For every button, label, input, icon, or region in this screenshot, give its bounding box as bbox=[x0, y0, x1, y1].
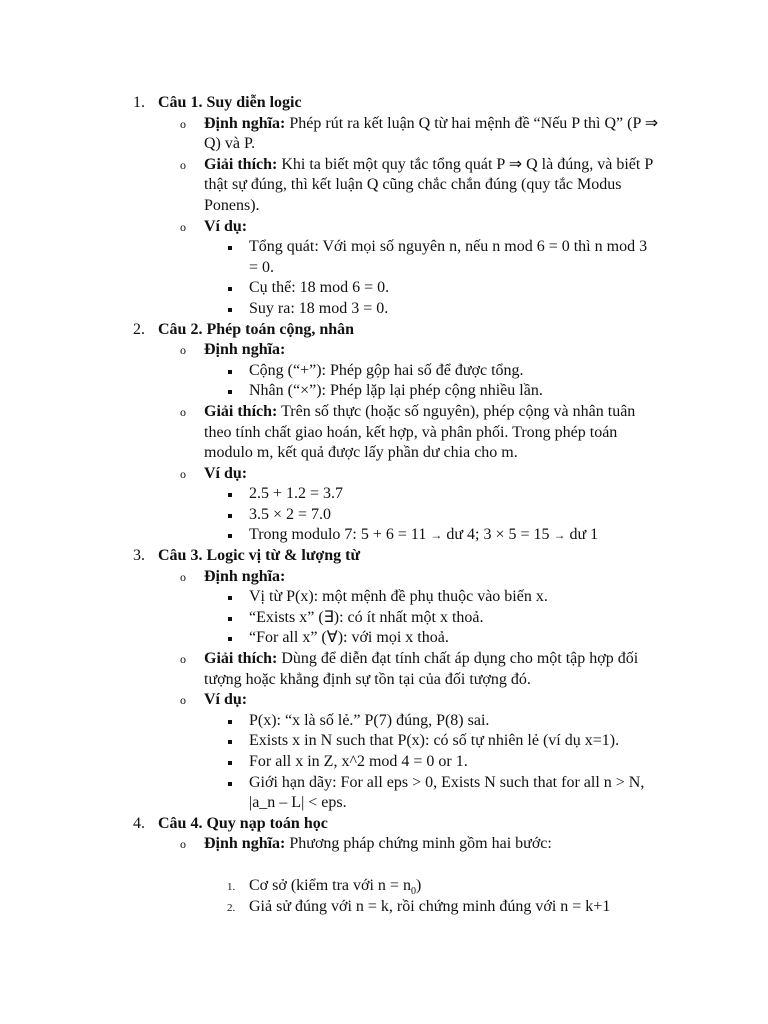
list-item bbox=[0, 505, 659, 526]
explanation-item bbox=[0, 155, 666, 217]
section-title: Câu 4. Quy nạp toán học bbox=[158, 814, 328, 832]
list-item bbox=[0, 628, 659, 649]
square-bullet-icon bbox=[228, 637, 232, 641]
list-item bbox=[0, 711, 659, 732]
example-text: Trong modulo 7: 5 + 6 = 11 bbox=[249, 526, 431, 544]
document-page bbox=[0, 93, 768, 917]
section-number: 4. bbox=[133, 814, 145, 832]
numbered-step bbox=[0, 876, 669, 897]
square-bullet-icon bbox=[228, 246, 232, 250]
explanation-text: Trên số thực (hoặc số nguyên), phép cộng và nhân tuân theo tính chất giao hoán, kết hợp, và phân phối. Trong phép toán modulo m, kết quả được lấy phần dư chia cho m. bbox=[204, 402, 636, 462]
circle-bullet-icon: o bbox=[180, 404, 186, 419]
definition-item bbox=[0, 567, 666, 588]
section-2-heading bbox=[0, 320, 668, 341]
circle-bullet-icon: o bbox=[180, 219, 186, 234]
definition-label: Định nghĩa: bbox=[204, 567, 286, 585]
list-item bbox=[0, 752, 659, 773]
definition-text: “For all x” (∀): với mọi x thoả. bbox=[249, 629, 449, 647]
definition-item bbox=[0, 114, 666, 155]
definition-item bbox=[0, 834, 666, 855]
list-item bbox=[0, 299, 659, 320]
example-item bbox=[0, 464, 666, 485]
example-label: Ví dụ: bbox=[204, 464, 248, 482]
definition-text: Phương pháp chứng minh gồm hai bước: bbox=[289, 835, 552, 853]
example-text: dư 1 bbox=[565, 526, 599, 544]
square-bullet-icon bbox=[228, 720, 232, 724]
list-item bbox=[0, 525, 659, 546]
square-bullet-icon bbox=[228, 761, 232, 765]
circle-bullet-icon: o bbox=[180, 837, 186, 852]
definition-item bbox=[0, 340, 666, 361]
step-number: 1. bbox=[227, 880, 236, 893]
spacer bbox=[0, 855, 768, 876]
circle-bullet-icon: o bbox=[180, 466, 186, 481]
circle-bullet-icon: o bbox=[180, 343, 186, 358]
circle-bullet-icon: o bbox=[180, 569, 186, 584]
example-text: P(x): “x là số lẻ.” P(7) đúng, P(8) sai. bbox=[249, 711, 490, 729]
example-item bbox=[0, 217, 666, 238]
example-text: Suy ra: 18 mod 3 = 0. bbox=[249, 299, 389, 317]
example-text: 3.5 × 2 = 7.0 bbox=[249, 505, 332, 523]
example-item bbox=[0, 690, 666, 711]
example-text: Cụ thể: 18 mod 6 = 0. bbox=[249, 279, 390, 297]
example-text: For all x in Z, x^2 mod 4 = 0 or 1. bbox=[249, 753, 468, 770]
explanation-item bbox=[0, 402, 666, 464]
explanation-label: Giải thích: bbox=[204, 650, 278, 668]
section-title: Câu 2. Phép toán cộng, nhân bbox=[158, 320, 355, 338]
section-number: 1. bbox=[133, 94, 145, 111]
list-item bbox=[0, 608, 659, 629]
list-item bbox=[0, 587, 659, 608]
section-4-heading bbox=[0, 814, 668, 835]
explanation-label: Giải thích: bbox=[204, 402, 278, 420]
square-bullet-icon bbox=[228, 740, 232, 744]
definition-text: Phép rút ra kết luận Q từ hai mệnh đề “Nếu P thì Q” (P ⇒ Q) và P. bbox=[204, 114, 659, 153]
example-text: Tổng quát: Với mọi số nguyên n, nếu n mod 6 = 0 thì n mod 3 = 0. bbox=[249, 238, 648, 276]
step-text: Cơ sở (kiểm tra với n = n bbox=[249, 876, 411, 894]
subscript: 0 bbox=[410, 886, 416, 898]
square-bullet-icon bbox=[228, 493, 232, 497]
definition-label: Định nghĩa: bbox=[204, 114, 286, 132]
step-text: Giả sử đúng với n = k, rồi chứng minh đúng với n = k+1 bbox=[249, 897, 611, 915]
explanation-label: Giải thích: bbox=[204, 155, 278, 173]
section-number: 3. bbox=[133, 547, 145, 565]
section-3-heading bbox=[0, 546, 668, 567]
square-bullet-icon bbox=[228, 514, 232, 518]
square-bullet-icon bbox=[228, 390, 232, 394]
example-label: Ví dụ: bbox=[204, 691, 248, 709]
definition-label: Định nghĩa: bbox=[204, 835, 286, 853]
right-arrow-icon: → bbox=[430, 528, 443, 543]
list-item bbox=[0, 731, 659, 752]
section-1-heading bbox=[0, 93, 668, 114]
section-title: Câu 3. Logic vị từ & lượng từ bbox=[158, 547, 361, 565]
list-item bbox=[0, 381, 659, 402]
list-item bbox=[0, 361, 659, 382]
list-item bbox=[0, 237, 659, 278]
right-arrow-icon: → bbox=[553, 528, 566, 543]
square-bullet-icon bbox=[228, 370, 232, 374]
definition-text: Cộng (“+”): Phép gộp hai số để được tổng. bbox=[249, 361, 524, 379]
step-number: 2. bbox=[227, 901, 236, 914]
numbered-step bbox=[0, 897, 669, 918]
explanation-text: Khi ta biết một quy tắc tổng quát P ⇒ Q là đúng, và biết P thật sự đúng, thì kết luận Q cũng chắc chắn đúng (quy tắc Modus Ponens). bbox=[204, 155, 653, 214]
square-bullet-icon bbox=[228, 617, 232, 621]
square-bullet-icon bbox=[228, 534, 232, 538]
circle-bullet-icon: o bbox=[180, 116, 186, 131]
example-text: Exists x in N such that P(x): có số tự nhiên lẻ (ví dụ x=1). bbox=[249, 732, 620, 750]
example-text: Giới hạn dãy: For all eps > 0, Exists N such that for all n > N, |a_n – L| < eps. bbox=[249, 773, 645, 812]
definition-text: Nhân (“×”): Phép lặp lại phép cộng nhiều lần. bbox=[249, 382, 543, 400]
example-label: Ví dụ: bbox=[204, 217, 248, 235]
circle-bullet-icon: o bbox=[180, 652, 186, 667]
square-bullet-icon bbox=[228, 596, 232, 600]
explanation-text: Dùng để diễn đạt tính chất áp dụng cho một tập hợp đối tượng hoặc khẳng định sự tồn tại của đối tượng đó. bbox=[204, 650, 639, 688]
square-bullet-icon bbox=[228, 287, 232, 291]
list-item bbox=[0, 773, 659, 814]
definition-text: Vị từ P(x): một mệnh đề phụ thuộc vào biến x. bbox=[249, 588, 548, 606]
step-text-end: ) bbox=[415, 876, 422, 894]
explanation-item bbox=[0, 649, 666, 690]
circle-bullet-icon: o bbox=[180, 157, 186, 172]
example-text: dư 4; 3 × 5 = 15 bbox=[442, 526, 554, 544]
square-bullet-icon bbox=[228, 782, 232, 786]
example-text: 2.5 + 1.2 = 3.7 bbox=[249, 485, 344, 503]
section-number: 2. bbox=[133, 320, 145, 338]
definition-label: Định nghĩa: bbox=[204, 341, 286, 359]
list-item bbox=[0, 484, 659, 505]
list-item bbox=[0, 278, 659, 299]
square-bullet-icon bbox=[228, 308, 232, 312]
circle-bullet-icon: o bbox=[180, 693, 186, 708]
definition-text: “Exists x” (∃): có ít nhất một x thoả. bbox=[249, 608, 484, 626]
section-title: Câu 1. Suy diễn logic bbox=[158, 94, 302, 111]
